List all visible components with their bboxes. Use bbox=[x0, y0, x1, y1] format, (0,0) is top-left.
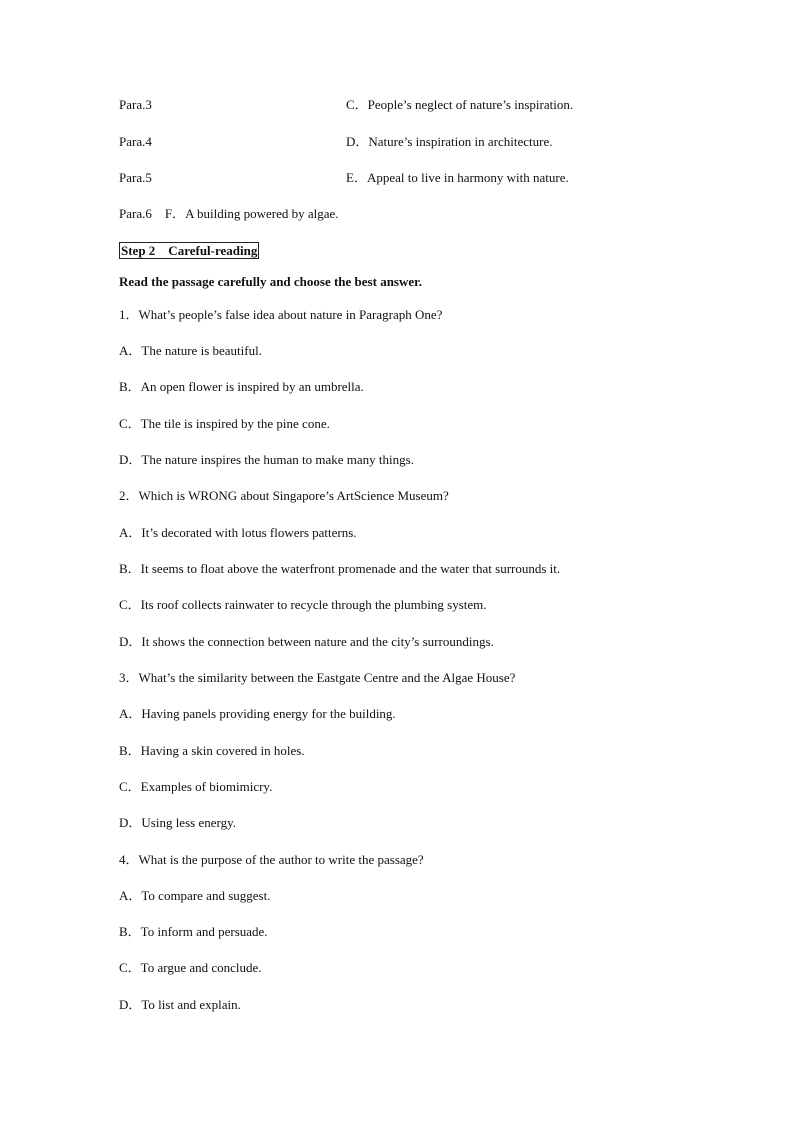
answer-option: B．It seems to float above the waterfront promenade and the water that surrounds it. bbox=[119, 561, 561, 576]
answer-option: D．The nature inspires the human to make many things. bbox=[119, 452, 414, 467]
step2-instruction: Read the passage carefully and choose the best answer. bbox=[119, 274, 422, 289]
matching-para-label: Para.4 bbox=[119, 134, 152, 149]
answer-option: C．To argue and conclude. bbox=[119, 960, 262, 975]
matching-option: C．People’s neglect of nature’s inspiration. bbox=[346, 97, 574, 112]
matching-para-label: Para.5 bbox=[119, 170, 152, 185]
answer-option: A．Having panels providing energy for the building. bbox=[119, 706, 396, 721]
matching-para-label: Para.3 bbox=[119, 97, 152, 112]
matching-option: E．Appeal to live in harmony with nature. bbox=[346, 170, 569, 185]
answer-option: D．It shows the connection between nature and the city’s surroundings. bbox=[119, 634, 494, 649]
question-text: 1．What’s people’s false idea about nature in Paragraph One? bbox=[119, 307, 443, 322]
answer-option: A．To compare and suggest. bbox=[119, 888, 271, 903]
answer-option: B．To inform and persuade. bbox=[119, 924, 268, 939]
answer-option: C．Examples of biomimicry. bbox=[119, 779, 273, 794]
answer-option: A．It’s decorated with lotus flowers patterns. bbox=[119, 525, 357, 540]
answer-option: B．An open flower is inspired by an umbrella. bbox=[119, 379, 364, 394]
step2-heading: Step 2 Careful-reading bbox=[121, 243, 258, 258]
answer-option: D．Using less energy. bbox=[119, 815, 236, 830]
step2-heading-container bbox=[119, 242, 259, 259]
matching-option: D．Nature’s inspiration in architecture. bbox=[346, 134, 553, 149]
answer-option: B．Having a skin covered in holes. bbox=[119, 743, 305, 758]
question-text: 2．Which is WRONG about Singapore’s ArtScience Museum? bbox=[119, 488, 449, 503]
question-text: 4．What is the purpose of the author to write the passage? bbox=[119, 852, 424, 867]
question-text: 3．What’s the similarity between the Eastgate Centre and the Algae House? bbox=[119, 670, 516, 685]
answer-option: A．The nature is beautiful. bbox=[119, 343, 262, 358]
answer-option: C．Its roof collects rainwater to recycle through the plumbing system. bbox=[119, 597, 487, 612]
answer-option: C．The tile is inspired by the pine cone. bbox=[119, 416, 330, 431]
matching-para6-line: Para.6 F．A building powered by algae. bbox=[119, 206, 339, 221]
answer-option: D．To list and explain. bbox=[119, 997, 241, 1012]
